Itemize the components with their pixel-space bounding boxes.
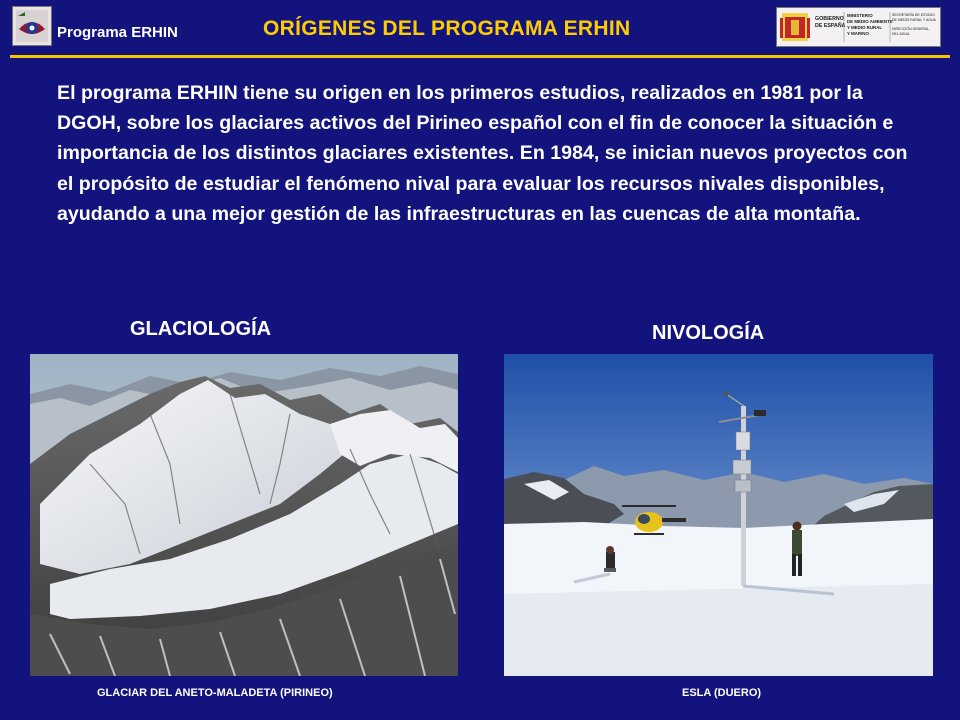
ministry-logo-text: DE MEDIO AMBIENTE bbox=[847, 19, 893, 24]
snow-station-caption: ESLA (DUERO) bbox=[682, 687, 762, 699]
ministry-logo-text: GOBIERNO bbox=[815, 16, 844, 22]
erhin-logo bbox=[12, 6, 52, 46]
glaciology-label: GLACIOLOGÍA bbox=[130, 318, 272, 340]
title-divider bbox=[10, 55, 950, 58]
ministry-logo-text: Y MEDIO RURAL bbox=[847, 25, 883, 30]
ministry-logo-text: DE ESPAÑA bbox=[815, 23, 846, 29]
page-title: ORÍGENES DEL PROGRAMA ERHIN bbox=[263, 17, 631, 40]
snow-station-photo bbox=[504, 354, 933, 676]
header-bar bbox=[0, 0, 960, 58]
ministry-logo-text: Y MARINO bbox=[847, 31, 869, 36]
ministry-logo-text: DEL AGUA bbox=[892, 32, 910, 36]
ministry-logo-text: SECRETARÍA DE ESTADO bbox=[892, 13, 935, 17]
ministry-logo-text: DE MEDIO RURAL Y AGUA bbox=[892, 18, 936, 22]
ministry-logo bbox=[776, 7, 941, 47]
ministry-logo-text: DIRECCIÓN GENERAL bbox=[892, 27, 930, 31]
ministry-logo-text: MINISTERIO bbox=[847, 13, 873, 18]
intro-paragraph: El programa ERHIN tiene su origen en los primeros estudios, realizados en 1981 por la DGOH, sobre los glaciares activos del Pirineo español con el fin de conocer la situación e importancia de los distintos glaciares existentes. En 1984, se inician nuevos proyectos con el propósito de estudiar el fenómeno nival para evaluar los recursos nivales disponibles, ayudando a una mejor gestión de las infraestructuras en las cuencas de alta montaña. bbox=[57, 82, 908, 225]
glacier-caption: GLACIAR DEL ANETO-MALADETA (PIRINEO) bbox=[97, 687, 333, 699]
glacier-photo bbox=[30, 354, 458, 676]
program-label: Programa ERHIN bbox=[57, 24, 178, 41]
nivology-label: NIVOLOGÍA bbox=[652, 322, 765, 344]
